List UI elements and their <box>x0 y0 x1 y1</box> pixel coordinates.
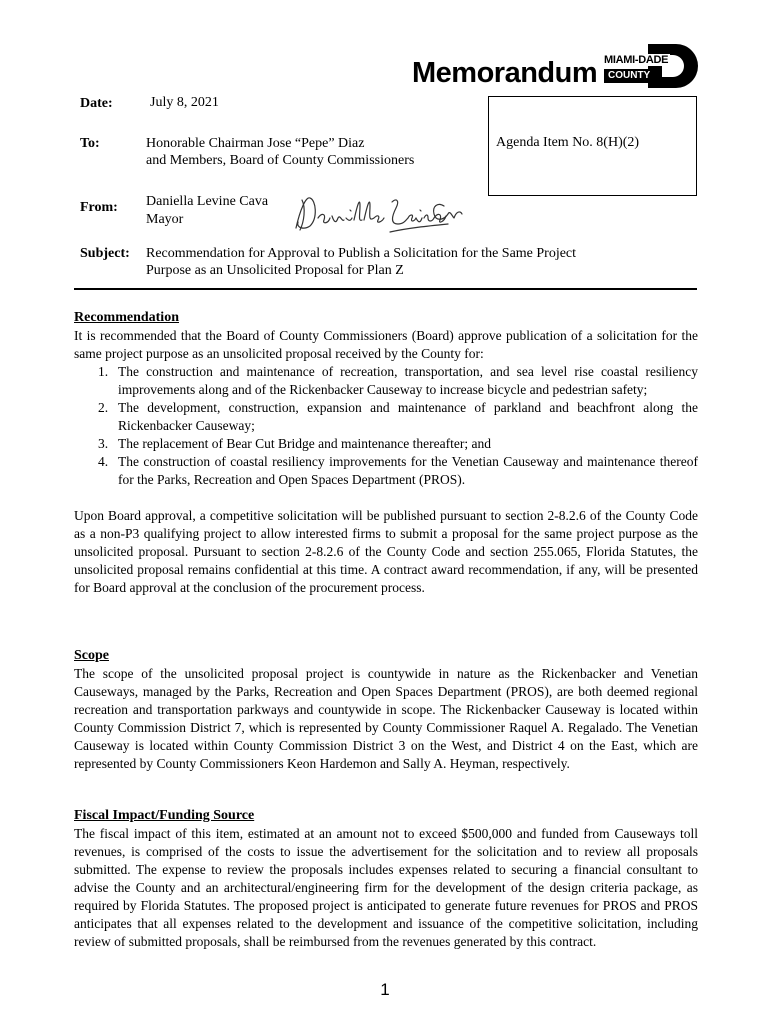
agenda-item-number: Agenda Item No. 8(H)(2) <box>496 135 640 150</box>
list-item <box>74 435 698 453</box>
list-item <box>74 363 698 399</box>
recommendation-list <box>74 363 698 489</box>
list-item <box>74 399 698 435</box>
list-item-text: The construction of coastal resiliency improvements for the Venetian Causeway and maintenance thereof for the Parks, Recreation and Open Spaces Department (PROS). <box>118 454 698 487</box>
scope-section <box>74 647 698 773</box>
to-label: To: <box>80 136 100 151</box>
recommendation-section <box>74 309 698 597</box>
list-item-text: The replacement of Bear Cut Bridge and maintenance thereafter; and <box>118 436 491 451</box>
handwritten-signature <box>288 188 468 238</box>
date-label: Date: <box>80 96 113 111</box>
subject-line-2: Purpose as an Unsolicited Proposal for Plan Z <box>146 263 404 278</box>
to-line-1: Honorable Chairman Jose “Pepe” Diaz <box>146 136 365 151</box>
header-divider <box>74 288 697 290</box>
recommendation-paragraph: Upon Board approval, a competitive solicitation will be published pursuant to section 2-8.2.6 of the County Code as a non-P3 qualifying project to allow interested firms to submit a proposal for the same project purpose as the unsolicited proposal. Pursuant to section 2-8.2.6 of the County Code and section 255.065, Florida Statutes, the unsolicited proposal remains confidential at this time. A contract award recommendation, if any, will be presented for Board approval at the conclusion of the procurement process. <box>74 508 698 595</box>
list-item-text: The construction and maintenance of recreation, transportation, and sea level rise coastal resiliency improvements along and of the Rickenbacker Causeway to increase bicycle and pedestrian safety; <box>118 364 698 397</box>
subject-label: Subject: <box>80 246 130 261</box>
logo-wordmark: MIAMI-DADE <box>604 54 669 66</box>
list-item-number: 1. <box>98 364 109 379</box>
list-item-number: 2. <box>98 400 109 415</box>
from-name: Daniella Levine Cava <box>146 194 269 209</box>
page-number: 1 <box>380 980 390 999</box>
scope-paragraph: The scope of the unsolicited proposal project is countywide in nature as the Rickenbacker and Venetian Causeways, managed by the Parks, Recreation and Open Spaces Department (PROS), are both deemed regional recreation and transportation parkways and countywide in scope. The Rickenbacker Causeway is located within County Commission District 7, which is represented by County Commissioner Raquel A. Regalado. The Venetian Causeway is located within County Commission District 3 on the West, and District 4 on the East, which are represented by County Commissioners Keon Hardemon and Sally A. Heyman, respectively. <box>74 666 698 771</box>
miami-dade-county-logo <box>604 44 698 88</box>
scope-heading: Scope <box>74 648 109 663</box>
fiscal-impact-section <box>74 807 698 951</box>
fiscal-impact-heading: Fiscal Impact/Funding Source <box>74 808 255 823</box>
agenda-item-box <box>488 96 697 196</box>
to-line-2: and Members, Board of County Commissioners <box>146 153 415 168</box>
logo-county-badge: COUNTY <box>604 69 654 83</box>
recommendation-intro: It is recommended that the Board of County Commissioners (Board) approve publication of a solicitation for the same project purpose as an unsolicited proposal received by the County for: <box>74 328 698 361</box>
list-item-number: 4. <box>98 454 109 469</box>
subject-line-1: Recommendation for Approval to Publish a Solicitation for the Same Project <box>146 246 577 261</box>
list-item-text: The development, construction, expansion and maintenance of parkland and beachfront along the Rickenbacker Causeway; <box>118 400 698 433</box>
from-title: Mayor <box>146 212 184 227</box>
list-item <box>74 453 698 489</box>
recommendation-heading: Recommendation <box>74 310 179 325</box>
date-value: July 8, 2021 <box>150 95 219 110</box>
fiscal-impact-paragraph: The fiscal impact of this item, estimated at an amount not to exceed $500,000 and funded from Causeways toll revenues, is comprised of the costs to issue the advertisement for the solicitation and to review all proposals submitted. The expense to review the proposals includes expenses related to securing a financial consultant to advise the County and an architectural/engineering firm for the development of the design criteria package, as required by Florida Statutes. The proposed project is anticipated to generate future revenues for PROS and PROS anticipates that all expenses related to the development and issuance of the competitive solicitation, including review of submitted proposals, shall be reimbursed from the revenues generated by this contract. <box>74 826 698 949</box>
memorandum-title: Memorandum <box>412 57 598 89</box>
list-item-number: 3. <box>98 436 109 451</box>
from-label: From: <box>80 200 118 215</box>
